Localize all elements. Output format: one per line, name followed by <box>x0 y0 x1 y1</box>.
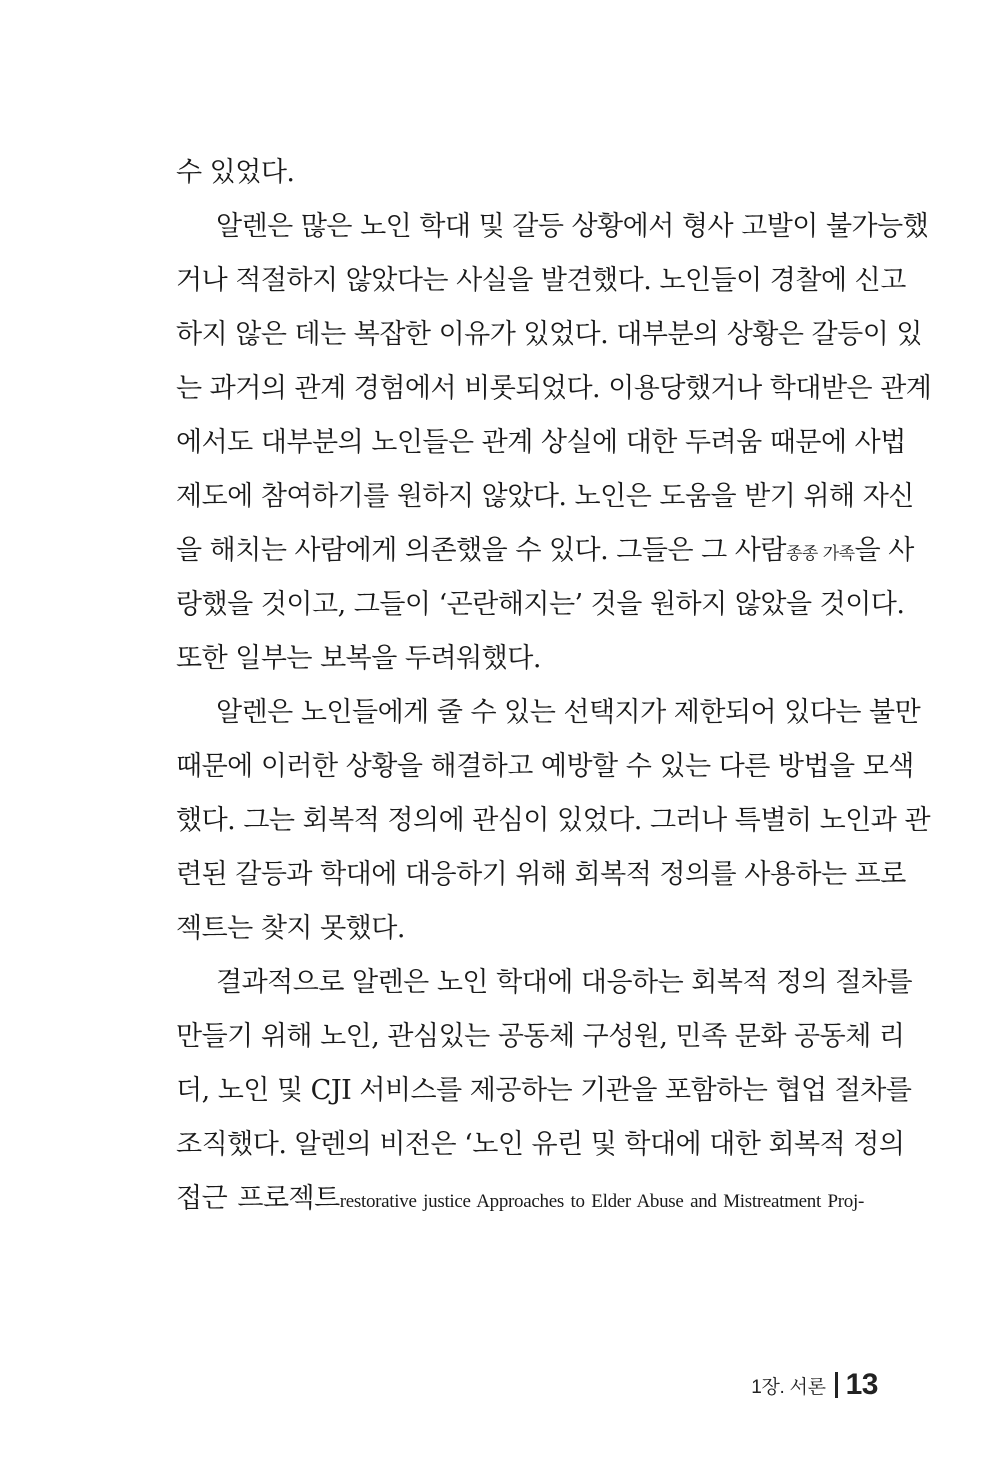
text-line: 조직했다. 알렌의 비전은 ‘노인 유린 및 학대에 대한 회복적 정의 <box>176 1129 905 1160</box>
text-line: 젝트는 찾지 못했다. <box>176 913 405 944</box>
text-line: 하지 않은 데는 복잡한 이유가 있었다. 대부분의 상황은 갈등이 있 <box>176 319 922 350</box>
text-segment: 접근 프로젝트 <box>176 1183 340 1214</box>
chapter-title: 1장. 서론 <box>751 1376 826 1398</box>
text-line: 더, 노인 및 CJI 서비스를 제공하는 기관을 포함하는 협업 절차를 <box>176 1075 912 1106</box>
text-line: 만들기 위해 노인, 관심있는 공동체 구성원, 민족 문화 공동체 리 <box>176 1021 905 1052</box>
text-segment: 을 해치는 사람에게 의존했을 수 있다. 그들은 그 사람 <box>176 535 786 566</box>
text-line <box>176 524 914 578</box>
text-line: 는 과거의 관계 경험에서 비롯되었다. 이용당했거나 학대받은 관계 <box>176 373 932 404</box>
text-line: 에서도 대부분의 노인들은 관계 상실에 대한 두려움 때문에 사법 <box>176 427 906 458</box>
text-line: 랑했을 것이고, 그들이 ‘곤란해지는’ 것을 원하지 않았을 것이다. <box>176 589 905 620</box>
text-line: 제도에 참여하기를 원하지 않았다. 노인은 도움을 받기 위해 자신 <box>176 481 914 512</box>
page-footer <box>751 1365 878 1405</box>
text-line: 알렌은 많은 노인 학대 및 갈등 상황에서 형사 고발이 불가능했 <box>216 211 929 242</box>
text-line: 알렌은 노인들에게 줄 수 있는 선택지가 제한되어 있다는 불만 <box>216 697 921 728</box>
footer-divider <box>835 1372 838 1398</box>
text-segment: 을 사 <box>854 535 914 566</box>
inline-gloss: 종종 가족 <box>785 544 855 564</box>
page-number: 13 <box>845 1368 878 1401</box>
text-line: 또한 일부는 보복을 두려워했다. <box>176 643 541 674</box>
text-line: 거나 적절하지 않았다는 사실을 발견했다. 노인들이 경찰에 신고 <box>176 265 906 296</box>
text-line: 련된 갈등과 학대에 대응하기 위해 회복적 정의를 사용하는 프로 <box>176 859 906 890</box>
english-term: restorative justice Approaches to Elder Abuse and Mistreatment Proj- <box>339 1191 865 1212</box>
text-line: 했다. 그는 회복적 정의에 관심이 있었다. 그러나 특별히 노인과 관 <box>176 805 931 836</box>
text-line <box>176 1172 864 1226</box>
body-text <box>176 146 932 1226</box>
text-line: 때문에 이러한 상황을 해결하고 예방할 수 있는 다른 방법을 모색 <box>176 751 914 782</box>
text-line: 수 있었다. <box>176 157 295 188</box>
text-line: 결과적으로 알렌은 노인 학대에 대응하는 회복적 정의 절차를 <box>216 967 913 998</box>
